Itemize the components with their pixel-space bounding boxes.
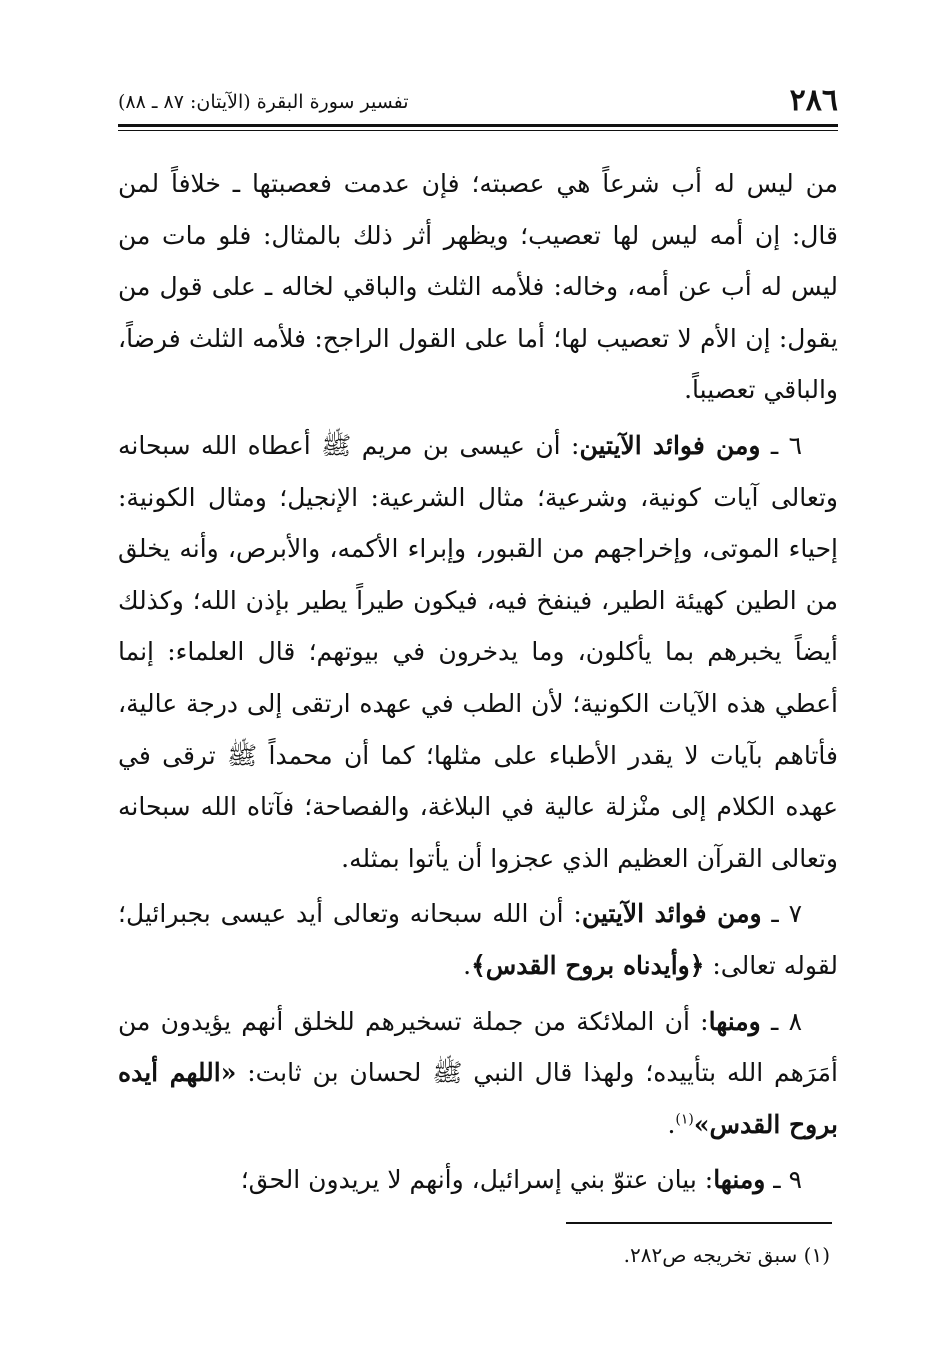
paragraph-benefit-8-number: ٨ ـ — [760, 1006, 802, 1036]
paragraph-benefit-7-number: ٧ ـ — [761, 899, 803, 929]
paragraph-benefit-7-heading: ومن فوائد الآيتين — [581, 899, 762, 929]
paragraph-benefit-7-verse: ﴿وأيدناه بروح القدس﴾ — [471, 950, 705, 980]
paragraph-1 — [118, 158, 838, 416]
paragraph-benefit-9-heading: ومنها — [713, 1165, 766, 1195]
footnote-separator — [566, 1222, 832, 1224]
paragraph-benefit-7-tail: . — [463, 950, 472, 980]
paragraph-benefit-8-heading: ومنها — [708, 1006, 761, 1036]
paragraph-benefit-7-text: : أن الله سبحانه وتعالى أيد عيسى بجبرائيل؛ لقوله تعالى: — [118, 899, 838, 980]
paragraph-benefit-9-number: ٩ ـ — [765, 1165, 802, 1195]
paragraph-benefit-8-hadith: «اللهم أيده بروح القدس» — [118, 1058, 838, 1139]
paragraph-benefit-8-text: : أن الملائكة من جملة تسخيرهم للخلق أنهم يؤيدون من أمَرَهم الله بتأييده؛ ولهذا قال النبي ﷺ لحسان بن ثابت: — [118, 1006, 838, 1088]
header-rule-thin — [118, 130, 838, 131]
paragraph-benefit-6-heading: ومن فوائد الآيتين — [579, 430, 761, 460]
footnote-text: (١) سبق تخريجه ص٢٨٢. — [623, 1243, 830, 1267]
footnote-marker: (١) — [675, 1111, 694, 1128]
page-number: ٢٨٦ — [789, 83, 838, 118]
header-rule-thick — [118, 124, 838, 127]
paragraph-benefit-8-tail: . — [667, 1109, 676, 1139]
footnote — [118, 1240, 830, 1270]
paragraph-benefit-6-text: : أن عيسى بن مريم ﷺ أعطاه الله سبحانه وتعالى آيات كونية، وشرعية؛ مثال الشرعية: الإنجيل؛ ومثال الكونية: إحياء الموتى، وإخراجهم من القبور، وإبراء الأكمه، والأبرص، وأنه يخلق من الطين كهيئة الطير، فينفخ فيه، فيكون طيراً يطير بإذن الله؛ وكذلك أيضاً يخبرهم بما يأكلون، وما يدخرون في بيوتهم؛ قال العلماء: إنما أعطي هذه الآيات الكونية؛ لأن الطب في عهده ارتقى إلى درجة عالية، فأتاهم بآيات لا يقدر الأطباء على مثلها؛ كما أن محمداً ﷺ ترقى في عهده الكلام إلى منْزلة عالية في البلاغة، والفصاحة؛ فآتاه الله سبحانه وتعالى القرآن العظيم الذي عجزوا أن يأتوا بمثله. — [118, 430, 838, 873]
paragraph-benefit-8 — [118, 996, 838, 1151]
main-text — [118, 158, 838, 1206]
paragraph-1-text: من ليس له أب شرعاً هي عصبته؛ فإن عدمت فعصبتها ـ خلافاً لمن قال: إن أمه ليس لها تعصيب؛ ويظهر أثر ذلك بالمثال: فلو مات من ليس له أب عن أمه، وخاله: فلأمه الثلث والباقي لخاله ـ على قول من يقول: إن الأم لا تعصيب لها؛ أما على القول الراجح: فلأمه الثلث فرضاً، والباقي تعصيباً. — [118, 169, 838, 405]
page-header — [118, 82, 838, 122]
running-title: تفسير سورة البقرة (الآيتان: ٨٧ ـ ٨٨) — [118, 91, 409, 113]
paragraph-benefit-7 — [118, 888, 838, 991]
paragraph-benefit-6-number: ٦ ـ — [760, 430, 803, 460]
paragraph-benefit-9-text: : بيان عتوّ بني إسرائيل، وأنهم لا يريدون الحق؛ — [240, 1165, 714, 1195]
paragraph-benefit-9 — [118, 1154, 838, 1206]
paragraph-benefit-6 — [118, 420, 838, 884]
